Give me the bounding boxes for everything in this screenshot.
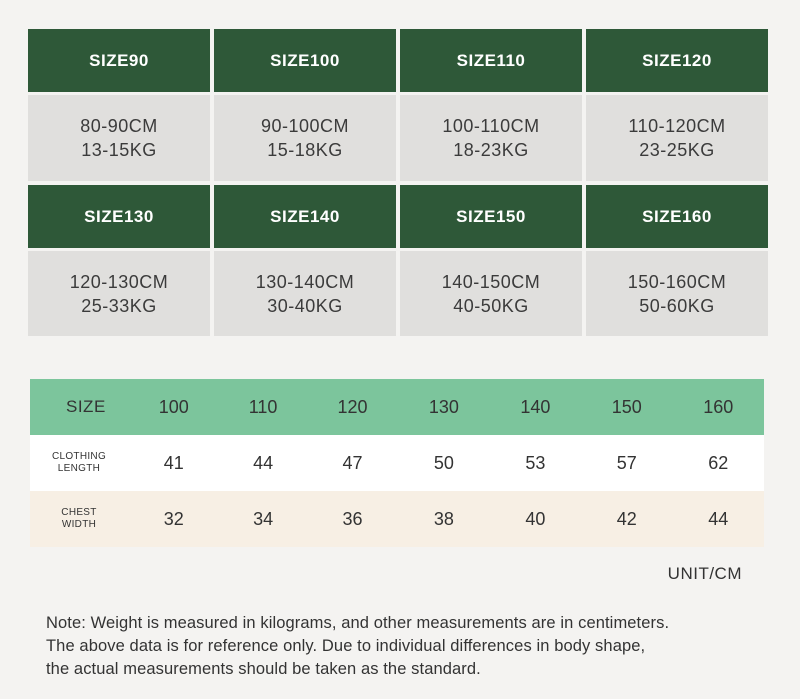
- table-cell: 50: [433, 452, 454, 473]
- height-range: 120-130CM: [69, 271, 169, 292]
- table-row: [30, 491, 764, 547]
- label-line: CHEST: [61, 506, 97, 518]
- size-column-header: 120: [337, 396, 368, 417]
- size-header: SIZE100: [214, 29, 396, 92]
- weight-range: 30-40KG: [267, 295, 343, 316]
- size-cell: [400, 251, 582, 336]
- table-row: [30, 435, 764, 491]
- table-cell: 40: [525, 508, 546, 529]
- height-range: 90-100CM: [260, 116, 350, 136]
- size-column-header: 160: [703, 396, 734, 417]
- weight-range: 18-23KG: [453, 140, 529, 160]
- table-cell: 32: [163, 508, 184, 529]
- size-cell: [28, 95, 210, 181]
- note-line: the actual measurements should be taken as the standard.: [46, 660, 481, 678]
- size-column-header: 100: [158, 396, 189, 417]
- unit-label: UNIT/CM: [667, 564, 742, 583]
- chest-width-label: [30, 491, 128, 547]
- table-cell: 47: [342, 452, 363, 473]
- label-line: CLOTHING: [51, 450, 107, 462]
- size-header: SIZE150: [400, 185, 582, 248]
- height-range: 80-90CM: [80, 116, 158, 136]
- size-column-header: 150: [611, 396, 642, 417]
- note-line: The above data is for reference only. Due to individual differences in body shape,: [46, 637, 646, 655]
- size-grid: [28, 29, 768, 340]
- table-cell: 34: [253, 508, 274, 529]
- size-header: SIZE140: [214, 185, 396, 248]
- weight-range: 15-18KG: [267, 140, 343, 160]
- size-header: SIZE110: [400, 29, 582, 92]
- size-header: SIZE90: [28, 29, 210, 92]
- size-header: SIZE160: [586, 185, 768, 248]
- height-range: 130-140CM: [255, 271, 355, 292]
- size-cell: [214, 251, 396, 336]
- table-cell: 38: [433, 508, 454, 529]
- table-cell: 44: [253, 452, 274, 473]
- table-cell: 57: [616, 452, 637, 473]
- table-cell: 36: [342, 508, 363, 529]
- measurement-table: [30, 379, 764, 547]
- height-range: 110-120CM: [628, 116, 726, 136]
- table-cell: 62: [708, 452, 729, 473]
- note-line: Note: Weight is measured in kilograms, and other measurements are in centimeters.: [46, 614, 670, 632]
- table-header-row: [30, 379, 764, 435]
- table-cell: 53: [525, 452, 546, 473]
- size-cell: [28, 251, 210, 336]
- size-header: SIZE120: [586, 29, 768, 92]
- size-column-header: 130: [428, 396, 459, 417]
- label-line: WIDTH: [61, 518, 97, 530]
- weight-range: 25-33KG: [81, 295, 157, 316]
- height-range: 140-150CM: [441, 271, 541, 292]
- size-header: SIZE130: [28, 185, 210, 248]
- clothing-length-label: [30, 435, 128, 491]
- table-cell: 42: [616, 508, 637, 529]
- size-cell: [586, 95, 768, 181]
- note-text: [46, 612, 786, 681]
- table-cell: 44: [708, 508, 729, 529]
- size-cell: [400, 95, 582, 181]
- height-range: 100-110CM: [442, 116, 540, 136]
- weight-range: 13-15KG: [81, 140, 157, 160]
- size-label: SIZE: [66, 397, 106, 416]
- size-column-header: 110: [248, 396, 278, 417]
- weight-range: 40-50KG: [453, 295, 529, 316]
- weight-range: 23-25KG: [639, 140, 715, 160]
- height-range: 150-160CM: [627, 271, 727, 292]
- size-cell: [586, 251, 768, 336]
- size-column-header: 140: [520, 396, 551, 417]
- weight-range: 50-60KG: [639, 295, 715, 316]
- size-cell: [214, 95, 396, 181]
- label-line: LENGTH: [57, 462, 101, 474]
- table-cell: 41: [163, 452, 184, 473]
